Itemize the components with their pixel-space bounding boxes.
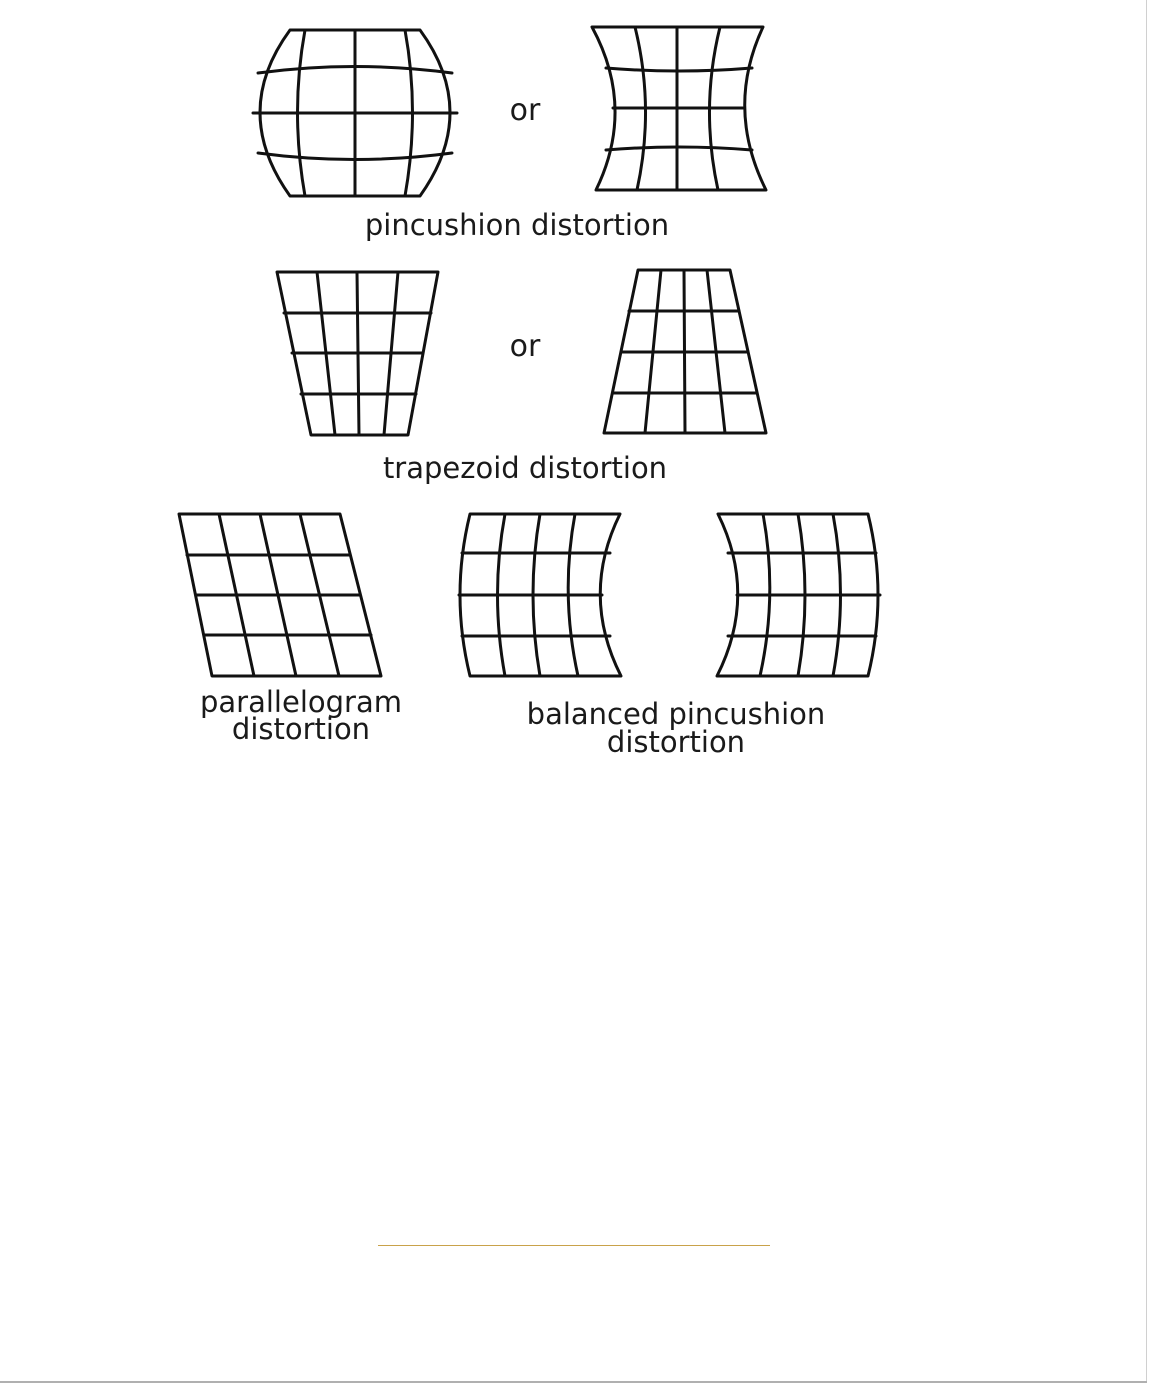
barrel-grid <box>253 30 457 196</box>
caption-parallelogram-line1: parallelogram <box>200 685 402 719</box>
page-edge-right <box>1146 0 1147 1383</box>
page-edge-bottom <box>0 1381 1147 1383</box>
caption-pincushion: pincushion distortion <box>364 208 670 242</box>
balanced-pincushion-grid-right <box>717 514 880 676</box>
pincushion-grid <box>592 27 766 190</box>
or-label-row2: or <box>509 329 541 364</box>
parallelogram-grid <box>179 514 381 676</box>
caption-trapezoid: trapezoid distortion <box>382 451 668 485</box>
caption-balanced-line1: balanced pincushion <box>526 697 826 731</box>
or-label-row1: or <box>509 93 541 128</box>
footer-divider <box>378 1245 770 1246</box>
caption-parallelogram-line2: distortion <box>231 712 371 746</box>
trapezoid-grid <box>604 270 766 433</box>
caption-balanced-line2: distortion <box>606 725 746 759</box>
balanced-pincushion-grid-left <box>459 514 621 676</box>
trapezoid-grid-inverted <box>277 272 438 435</box>
